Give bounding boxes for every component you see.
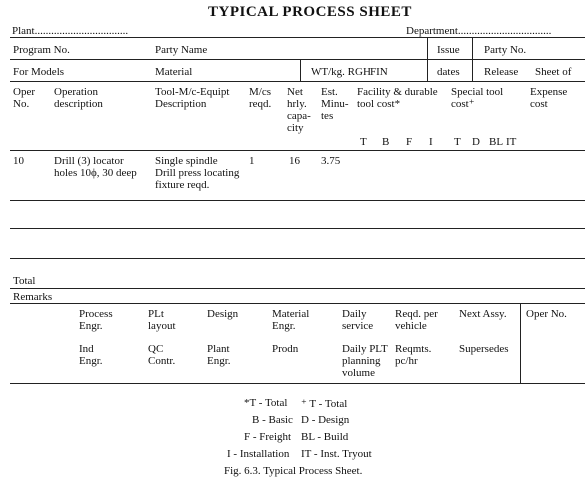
plant-label: Plant.................................. — [12, 25, 129, 37]
legend-left-3: F - Freight — [244, 431, 292, 443]
sheet-of-label: Sheet of — [535, 66, 572, 78]
row-oper-no: 10 — [13, 155, 24, 167]
signoff-daily-plt: Daily PLT planning volume — [342, 343, 388, 379]
signoff-material-engr: Material Engr. — [272, 308, 310, 332]
legend-right-4: IT - Inst. Tryout — [301, 448, 372, 460]
signoff-plt-layout: PLt layout — [148, 308, 176, 332]
signoff-prodn: Prodn — [272, 343, 299, 355]
row-net-capacity: 16 — [289, 155, 300, 167]
legend-right-1: ⁺ T - Total — [301, 398, 348, 410]
material-label: Material — [155, 66, 193, 78]
vrule-issue — [427, 37, 428, 81]
rule-remarks — [10, 303, 585, 304]
sub-special-d: D — [472, 136, 480, 148]
signoff-process-engr: Process Engr. — [79, 308, 113, 332]
for-models-label: For Models — [13, 66, 65, 78]
rule-blank-1 — [10, 200, 585, 201]
rule-header-1 — [10, 59, 585, 60]
col-tool: Tool-M/c-Equipt Description — [155, 86, 230, 110]
issue-label: Issue — [437, 44, 460, 56]
col-expense-cost: Expense cost — [530, 86, 568, 110]
row-tool: Single spindle Drill press locating fixture reqd. — [155, 155, 240, 191]
sub-special-it: IT — [506, 136, 517, 148]
signoff-reqmts: Reqmts. pc/hr — [395, 343, 432, 367]
rule-top — [10, 37, 585, 38]
col-special-cost: Special tool cost⁺ — [451, 86, 504, 110]
wt-label: WT/kg. RGH — [311, 66, 371, 78]
vrule-party — [472, 37, 473, 81]
rule-blank-2 — [10, 228, 585, 229]
party-name-label: Party Name — [155, 44, 208, 56]
rule-total — [10, 288, 585, 289]
signoff-qc-contr: QC Contr. — [148, 343, 176, 367]
signoff-plant-engr: Plant Engr. — [207, 343, 231, 367]
legend-right-2: D - Design — [301, 414, 350, 426]
col-operation: Operation description — [54, 86, 103, 110]
signoff-ind-engr: Ind Engr. — [79, 343, 103, 367]
vrule-wt — [300, 59, 301, 81]
signoff-reqd-per-vehicle: Reqd. per vehicle — [395, 308, 438, 332]
sub-facility-f: F — [406, 136, 413, 148]
col-est-minutes: Est. Minu- tes — [321, 86, 349, 122]
legend-left-1: *T - Total — [244, 397, 288, 409]
signoff-next-assy: Next Assy. — [459, 308, 507, 320]
col-mcs: M/cs reqd. — [249, 86, 272, 110]
rule-columns — [10, 150, 585, 151]
rule-header-2 — [10, 81, 585, 82]
total-label: Total — [13, 275, 36, 287]
program-no-label: Program No. — [13, 44, 70, 56]
fin-label: FIN — [370, 66, 388, 78]
rule-bottom — [10, 383, 585, 384]
signoff-daily-service: Daily service — [342, 308, 374, 332]
party-no-label: Party No. — [484, 44, 527, 56]
sub-facility-t: T — [360, 136, 367, 148]
signoff-supersedes: Supersedes — [459, 343, 509, 355]
sub-special-bl: BL — [489, 136, 504, 148]
signoff-design: Design — [207, 308, 239, 320]
department-label: Department.................................. — [406, 25, 552, 37]
legend-right-3: BL - Build — [301, 431, 349, 443]
row-mcs: 1 — [249, 155, 255, 167]
signoff-oper-no: Oper No. — [526, 308, 567, 320]
row-est-minutes: 3.75 — [321, 155, 341, 167]
dates-label: dates — [437, 66, 460, 78]
sub-facility-b: B — [382, 136, 390, 148]
release-label: Release — [484, 66, 519, 78]
legend-left-2: B - Basic — [252, 414, 293, 426]
legend-left-4: I - Installation — [227, 448, 290, 460]
page-title: TYPICAL PROCESS SHEET — [208, 4, 412, 20]
rule-blank-3 — [10, 258, 585, 259]
col-oper-no: Oper No. — [13, 86, 35, 110]
col-net-capacity: Net hrly. capa- city — [287, 86, 311, 134]
row-operation: Drill (3) locator holes 10ϕ, 30 deep — [54, 155, 137, 179]
sub-special-t: T — [454, 136, 461, 148]
figure-caption: Fig. 6.3. Typical Process Sheet. — [224, 465, 363, 477]
col-facility-cost: Facility & durable tool cost* — [357, 86, 438, 110]
sub-facility-i: I — [429, 136, 433, 148]
remarks-label: Remarks — [13, 291, 53, 303]
vrule-oper — [520, 303, 521, 383]
